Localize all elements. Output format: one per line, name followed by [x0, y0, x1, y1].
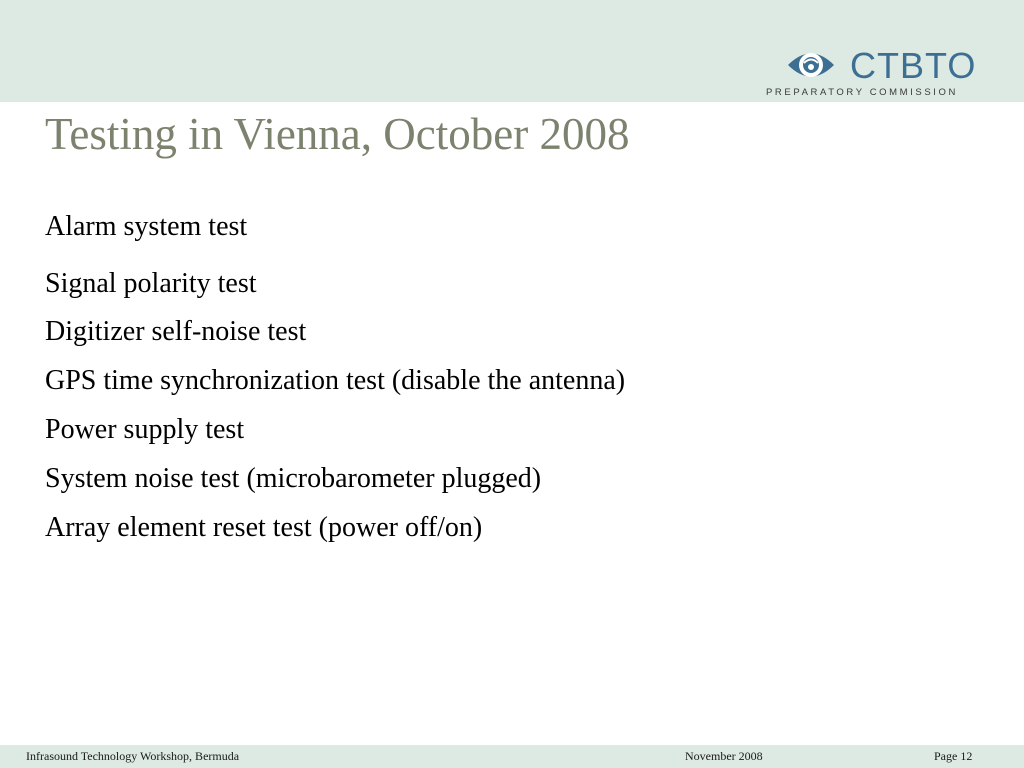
footer-date: November 2008 [685, 749, 763, 763]
bullet-item: Signal polarity test [45, 268, 257, 299]
bullet-item: Array element reset test (power off/on) [45, 512, 483, 543]
footer-event: Infrasound Technology Workshop, Bermuda [26, 749, 240, 763]
bullet-item: GPS time synchronization test (disable the antenna) [45, 365, 626, 396]
footer-page-number: Page 12 [934, 749, 973, 763]
logo-subtitle: PREPARATORY COMMISSION [766, 87, 958, 98]
slide-title: Testing in Vienna, October 2008 [45, 109, 630, 159]
bullet-item: Alarm system test [45, 211, 248, 242]
ctbto-logo [766, 44, 977, 100]
bullet-item: System noise test (microbarometer plugged) [45, 463, 542, 494]
logo-name: CTBTO [850, 45, 977, 86]
bullet-item: Digitizer self-noise test [45, 316, 307, 347]
bullet-item: Power supply test [45, 414, 245, 445]
ctbto-eye-globe-icon [786, 44, 836, 86]
